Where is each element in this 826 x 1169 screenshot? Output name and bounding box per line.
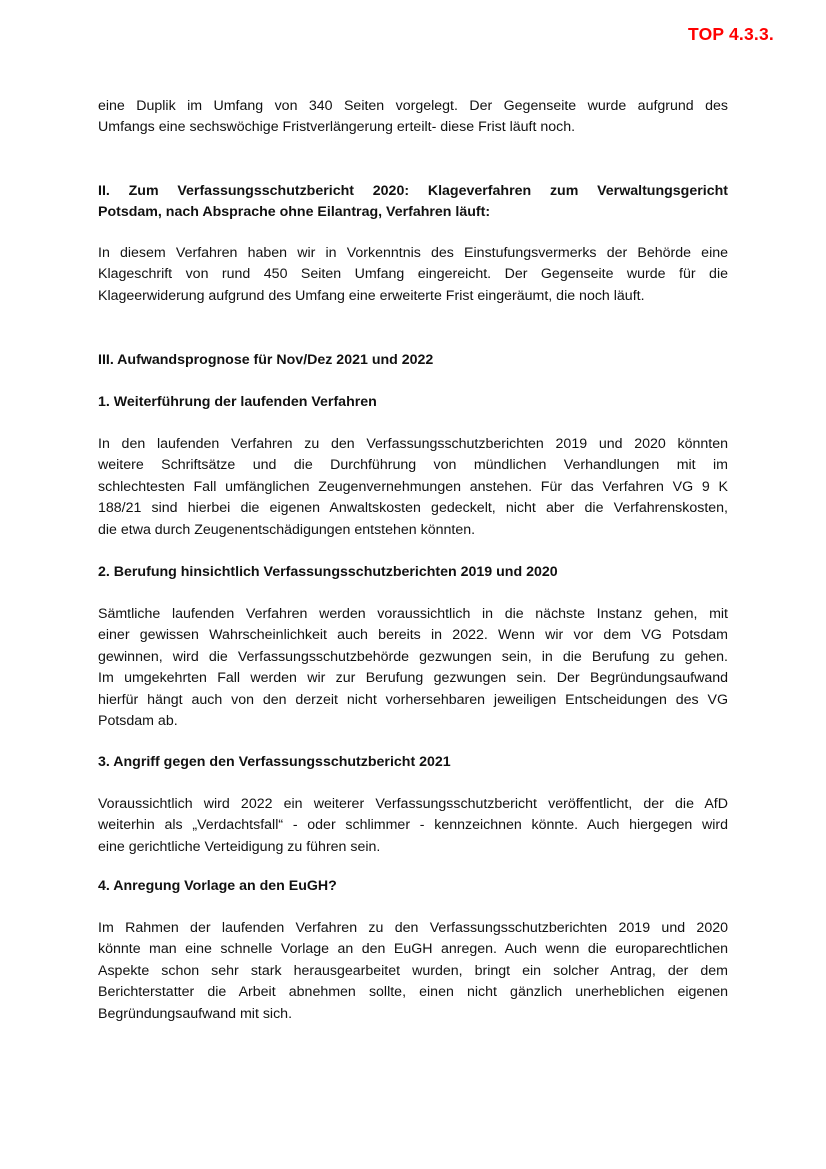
text-line: schlechtesten Fall umfänglichen Zeugenvernehmungen anstehen. Für das Verfahren VG 9 K xyxy=(98,478,728,495)
heading-line: 2. Berufung hinsichtlich Verfassungsschutzberichten 2019 und 2020 xyxy=(98,564,558,580)
text-line: Im Rahmen der laufenden Verfahren zu den Verfassungsschutzberichten 2019 und 2020 xyxy=(98,920,728,936)
heading-line: III. Aufwandsprognose für Nov/Dez 2021 und 2022 xyxy=(98,352,434,368)
text-line: weitere Schriftsätze und die Durchführung von mündlichen Verhandlungen mit im xyxy=(98,457,728,474)
text-line: die etwa durch Zeugenentschädigungen entstehen könnten. xyxy=(98,521,476,538)
heading-line: 3. Angriff gegen den Verfassungsschutzbericht 2021 xyxy=(98,754,451,770)
text-line: gewinnen, wird die Verfassungsschutzbehörde gezwungen sein, in die Berufung zu gehen. xyxy=(98,648,728,665)
heading-line: Potsdam, nach Absprache ohne Eilantrag, Verfahren läuft: xyxy=(98,204,491,221)
subsection-4-body xyxy=(98,918,728,1025)
text-line: hierfür hängt auch von den derzeit nicht vorhersehbaren jeweiligen Entscheidungen des VG xyxy=(98,691,728,708)
heading-line: II. Zum Verfassungsschutzbericht 2020: Klageverfahren zum Verwaltungsgericht xyxy=(98,183,728,199)
subsection-2-heading xyxy=(98,562,728,583)
section-2-body xyxy=(98,243,728,307)
text-line: Voraussichtlich wird 2022 ein weiterer Verfassungsschutzbericht veröffentlicht, der die AfD xyxy=(98,796,728,812)
text-line: Umfangs eine sechswöchige Fristverlängerung erteilt- diese Frist läuft noch. xyxy=(98,119,576,136)
subsection-3-body xyxy=(98,794,728,858)
text-line: In diesem Verfahren haben wir in Vorkenntnis des Einstufungsvermerks der Behörde eine xyxy=(98,245,728,261)
text-line: eine Duplik im Umfang von 340 Seiten vorgelegt. Der Gegenseite wurde aufgrund des xyxy=(98,98,728,114)
agenda-item-label: TOP 4.3.3. xyxy=(688,24,774,44)
text-line: Klageerwiderung aufgrund des Umfang eine erweiterte Frist eingeräumt, die noch läuft. xyxy=(98,287,645,304)
subsection-1-heading xyxy=(98,392,728,413)
subsection-1-body xyxy=(98,434,728,541)
text-line: könnte man eine schnelle Vorlage an den EuGH anregen. Auch wenn die europarechtlichen xyxy=(98,941,728,958)
text-line: Berichterstatter die Arbeit abnehmen sollte, einen nicht gänzlich unerheblichen eigenen xyxy=(98,984,728,1001)
intro-paragraph xyxy=(98,96,728,139)
text-line: Im umgekehrten Fall werden wir zur Berufung gezwungen sein. Der Begründungsaufwand xyxy=(98,670,728,687)
subsection-2-body xyxy=(98,604,728,732)
text-line: einer gewissen Wahrscheinlichkeit auch bereits in 2022. Wenn wir vor dem VG Potsdam xyxy=(98,627,728,644)
text-line: Begründungsaufwand mit sich. xyxy=(98,1005,293,1022)
text-line: 188/21 sind hierbei die eigenen Anwaltskosten gedeckelt, nicht aber die Verfahrenskosten, xyxy=(98,500,728,517)
heading-line: 1. Weiterführung der laufenden Verfahren xyxy=(98,394,377,410)
text-line: weiterhin als „Verdachtsfall“ - oder schlimmer - kennzeichnen könnte. Auch hiergegen wird xyxy=(98,817,728,834)
subsection-3-heading xyxy=(98,752,728,773)
text-line: Sämtliche laufenden Verfahren werden voraussichtlich in die nächste Instanz gehen, mit xyxy=(98,606,728,622)
heading-line: 4. Anregung Vorlage an den EuGH? xyxy=(98,878,337,894)
text-line: Potsdam ab. xyxy=(98,712,178,729)
section-2-heading xyxy=(98,181,728,224)
text-line: In den laufenden Verfahren zu den Verfassungsschutzberichten 2019 und 2020 könnten xyxy=(98,436,728,452)
text-line: eine gerichtliche Verteidigung zu führen sein. xyxy=(98,838,381,855)
text-line: Klageschrift von rund 450 Seiten Umfang eingereicht. Der Gegenseite wurde für die xyxy=(98,266,728,283)
text-line: Aspekte schon sehr stark herausgearbeitet wurden, bringt ein solcher Antrag, der dem xyxy=(98,962,728,979)
subsection-4-heading xyxy=(98,876,728,897)
section-3-heading xyxy=(98,350,728,371)
